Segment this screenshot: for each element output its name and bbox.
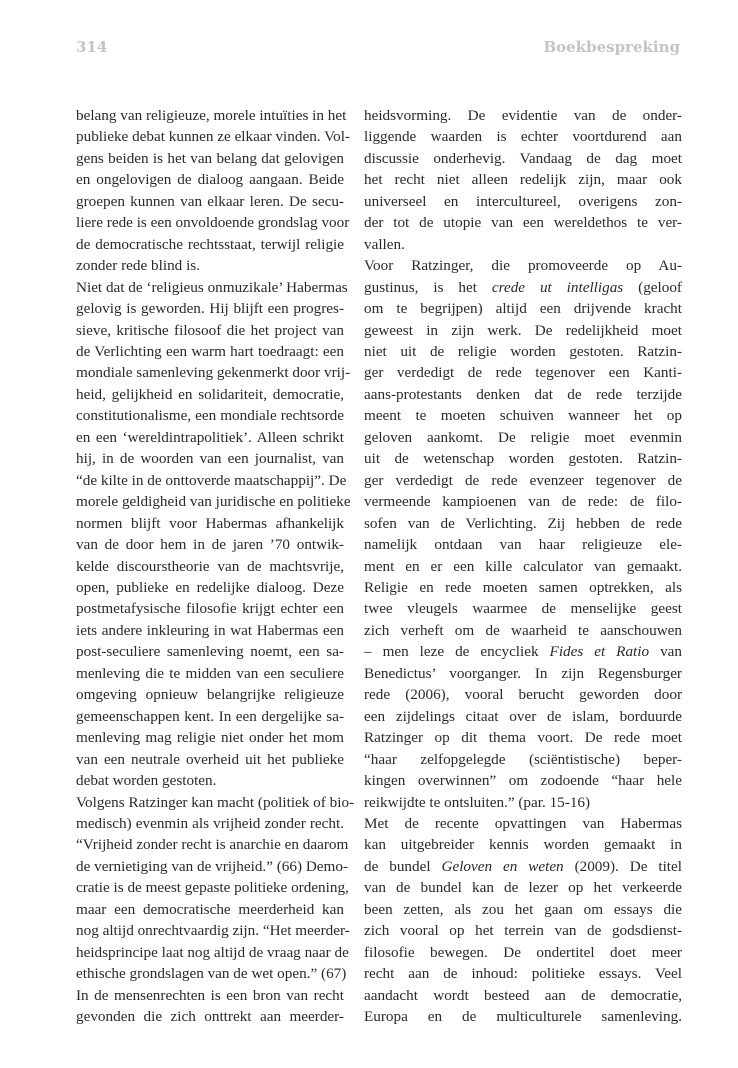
text-line: recht aan de inhoud: politieke essays. Veel bbox=[364, 965, 682, 983]
text-line: “de kilte in de onttoverde maatschappij”. De bbox=[76, 471, 347, 489]
text-line: heidsprincipe laat nog altijd de vraag naar de bbox=[76, 943, 349, 961]
text-line: medisch) evenmin als vrijheid zonder recht. bbox=[76, 814, 344, 832]
text-line: niet uit de religie worden gestoten. Ratzin- bbox=[364, 342, 682, 360]
text-line: gens beiden is het van belang dat gelovigen bbox=[76, 149, 344, 167]
text-line: het recht niet alleen redelijk zijn, maar ook bbox=[364, 171, 682, 189]
text-line: der tot de utopie van een wereldethos te ver- bbox=[364, 214, 682, 232]
text-line: een zijdelings citaat over de islam, borduurde bbox=[364, 707, 682, 725]
text-column-left bbox=[76, 105, 355, 1027]
text-line: debat worden gestoten. bbox=[76, 772, 217, 790]
text-line: In de mensenrechten is een bron van recht bbox=[76, 986, 344, 1004]
text-line: ger verdedigt de rede evenzeer tegenover de bbox=[364, 471, 682, 489]
text-line: kan uitgebreider kennis worden gemaakt in bbox=[364, 836, 682, 854]
text-line: heid, gelijkheid en solidariteit, democratie, bbox=[76, 385, 344, 403]
text-line: Religie en rede moeten samen optrekken, als bbox=[364, 578, 682, 596]
text-line: liere rede is een onvoldoende grondslag voor bbox=[76, 214, 350, 232]
text-line: van een neutrale overheid uit het publieke bbox=[76, 750, 344, 768]
text-line: menleving die te midden van een seculiere bbox=[76, 664, 344, 682]
text-line: postmetafysische filosofie krijgt echter een bbox=[76, 600, 344, 618]
text-line: gevonden die zich onttrekt aan meerder- bbox=[76, 1008, 344, 1026]
text-line: gustinus, is het crede ut intelligas (geloof bbox=[364, 278, 682, 296]
text-line: de Verlichting een warm hart toedraagt: een bbox=[76, 342, 344, 360]
text-line: omgeving opnieuw belangrijke religieuze bbox=[76, 686, 344, 704]
text-line: filosofie bewegen. De ondertitel doet meer bbox=[364, 943, 682, 961]
text-line: groepen kunnen van elkaar leren. De secu- bbox=[76, 192, 344, 210]
text-line: ment en er een kille calculator van gemaakt. bbox=[364, 557, 682, 575]
text-line: Voor Ratzinger, die promoveerde op Au- bbox=[364, 257, 682, 275]
text-line: publieke debat kunnen ze elkaar vinden. Vol- bbox=[76, 128, 350, 146]
text-line: namelijk ontdaan van haar religieuze ele- bbox=[364, 536, 682, 554]
text-line: zich vooral op het terrein van de godsdienst- bbox=[364, 922, 682, 940]
text-line: constitutionalisme, een mondiale rechtsorde bbox=[76, 407, 344, 425]
text-line: sieve, kritische filosoof die het project van bbox=[76, 321, 344, 339]
text-line: geloven aankomt. De religie moet evenmin bbox=[364, 428, 682, 446]
text-line: Europa en de multiculturele samenleving. bbox=[364, 1008, 682, 1026]
text-line: zich verheft om de waarheid te aanschouwen bbox=[364, 621, 682, 639]
text-line: “Vrijheid zonder recht is anarchie en daarom bbox=[76, 836, 349, 854]
text-line: Benedictus’ voorganger. In zijn Regensburger bbox=[364, 664, 682, 682]
text-line: vermeende kampioenen van de rede: de filo- bbox=[364, 493, 682, 511]
text-line: discussie onderhevig. Vandaag de dag moet bbox=[364, 149, 682, 167]
text-line: en ongelovigen de dialoog aangaan. Beide bbox=[76, 171, 344, 189]
text-line: twee vleugels waarmee de menselijke geest bbox=[364, 600, 682, 618]
text-line: normen blijft voor Habermas afhankelijk bbox=[76, 514, 344, 532]
text-line: uit de wetenschap worden gestoten. Ratzin- bbox=[364, 450, 682, 468]
text-line: iets andere inkleuring in wat Habermas een bbox=[76, 621, 344, 639]
text-line: gelovig is geworden. Hij blijft een progres- bbox=[76, 300, 344, 318]
text-line: en een ‘wereldintrapolitiek’. Alleen schrikt bbox=[76, 428, 344, 446]
text-line: maar een democratische meerderheid kan bbox=[76, 900, 344, 918]
text-line: zonder rede blind is. bbox=[76, 257, 200, 275]
text-line: aans-protestants denken dat de rede terzijde bbox=[364, 385, 682, 403]
text-line: Ratzinger op dit thema voort. De rede moet bbox=[364, 729, 682, 747]
text-line: nog altijd onrechtvaardig zijn. “Het meerder- bbox=[76, 922, 350, 940]
text-line: Met de recente opvattingen van Habermas bbox=[364, 814, 682, 832]
text-line: post-seculiere samenleving noemt, een sa- bbox=[76, 643, 344, 661]
text-line: om te begrijpen) altijd een drijvende kracht bbox=[364, 300, 682, 318]
text-line: de bundel Geloven en weten (2009). De titel bbox=[364, 857, 682, 875]
text-line: been zetten, als zou het gaan om essays die bbox=[364, 900, 682, 918]
text-line: heidsvorming. De evidentie van de onder- bbox=[364, 107, 682, 124]
text-line: liggende waarden is echter voortdurend aan bbox=[364, 128, 682, 146]
text-line: aandacht wordt besteed aan de democratie, bbox=[364, 986, 682, 1004]
text-line: Volgens Ratzinger kan macht (politiek of bio- bbox=[76, 793, 355, 811]
text-line: sofen van de Verlichting. Zij hebben de rede bbox=[364, 514, 682, 532]
text-line: kelde discourstheorie van de machtsvrije, bbox=[76, 557, 344, 575]
text-column-right bbox=[364, 105, 682, 1027]
section-title: Boekbespreking bbox=[543, 38, 680, 56]
text-line: cratie is de meest gepaste politieke ordening, bbox=[76, 879, 349, 897]
text-line: de vernietiging van de vrijheid.” (66) Demo- bbox=[76, 857, 349, 875]
text-line: “haar zelfopgelegde (sciëntistische) beper- bbox=[364, 750, 682, 768]
text-line: van de bundel kan de lezer op het verkeerde bbox=[364, 879, 682, 897]
text-line: geweest in zijn werk. De redelijkheid moet bbox=[364, 321, 682, 339]
page-number: 314 bbox=[76, 38, 108, 56]
text-line: menleving mag religie niet onder het mom bbox=[76, 729, 344, 747]
text-line: belang van religieuze, morele intuïties in het bbox=[76, 107, 347, 124]
text-line: meent te moeten schuiven wanneer het op bbox=[364, 407, 682, 425]
text-line: ethische grondslagen van de wet open.” (67) bbox=[76, 965, 347, 983]
text-line: Niet dat de ‘religieus onmuzikale’ Habermas bbox=[76, 278, 348, 296]
text-line: gemeenschappen kent. In een dergelijke sa- bbox=[76, 707, 344, 725]
text-line: morele geldigheid van juridische en politieke bbox=[76, 493, 351, 511]
text-line: van de door hem in de jaren ’70 ontwik- bbox=[76, 536, 344, 554]
text-line: vallen. bbox=[364, 235, 405, 253]
text-line: kingen overwinnen” om zodoende “haar hele bbox=[364, 772, 682, 790]
text-line: mondiale samenleving gekenmerkt door vrij- bbox=[76, 364, 351, 382]
text-line: – men leze de encycliek Fides et Ratio van bbox=[364, 643, 682, 661]
text-line: rede (2006), vooral berucht geworden door bbox=[364, 686, 682, 704]
text-line: ger verdedigt de rede tegenover een Kanti- bbox=[364, 364, 682, 382]
text-line: reikwijdte te ontsluiten.” (par. 15-16) bbox=[364, 793, 591, 811]
text-line: de democratische rechtsstaat, terwijl religie bbox=[76, 235, 344, 253]
text-line: hij, in de woorden van een journalist, van bbox=[76, 450, 344, 468]
text-line: universeel en intercultureel, overigens zon- bbox=[364, 192, 682, 210]
running-header bbox=[76, 38, 680, 64]
text-line: open, publieke en redelijke dialoog. Deze bbox=[76, 578, 344, 596]
